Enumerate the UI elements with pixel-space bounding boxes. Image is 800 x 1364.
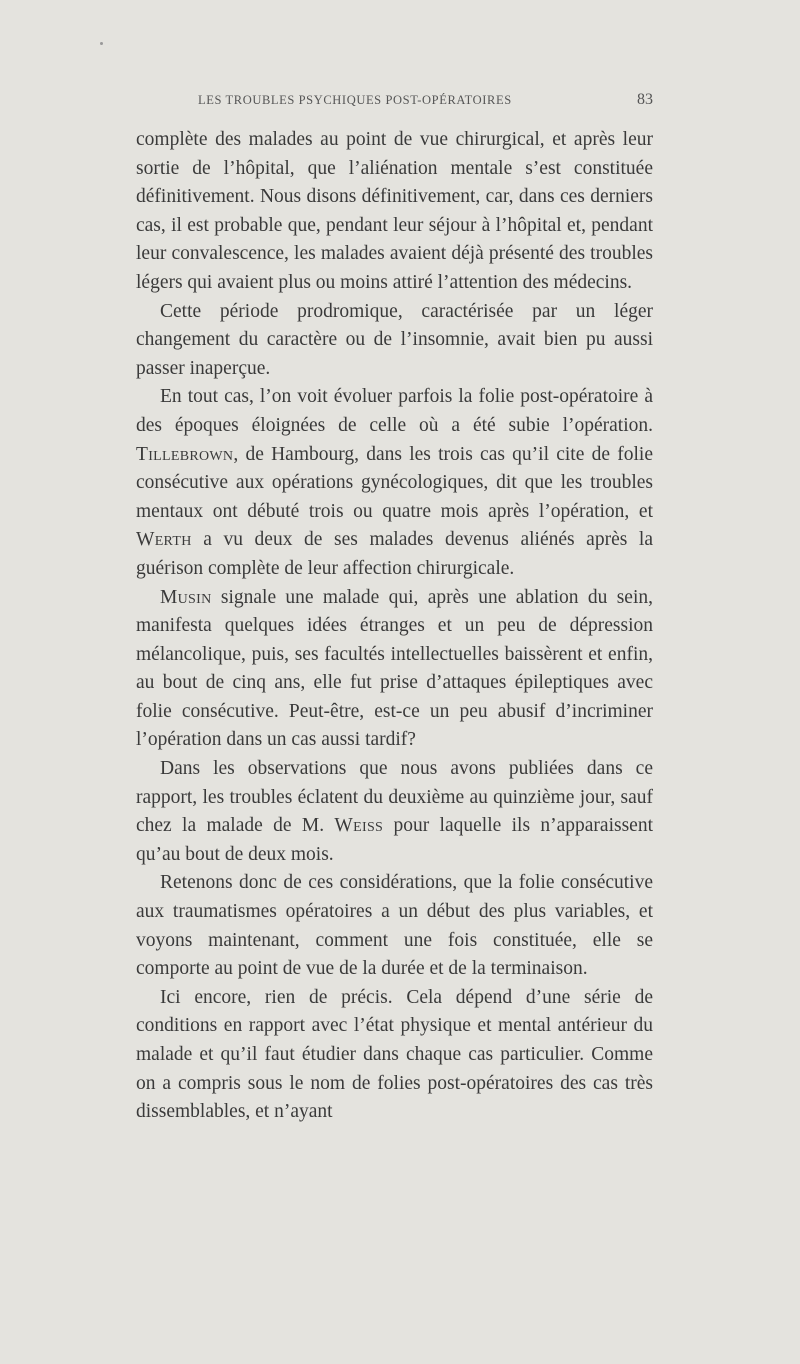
- running-head: LES TROUBLES PSYCHIQUES POST-OPÉRATOIRES: [198, 93, 512, 107]
- page-number: 83: [637, 91, 653, 108]
- author-name-musin: Musin: [160, 586, 212, 608]
- paragraph-3-text-b: , de Hambourg, dans les trois cas qu’il cite de folie consécutive aux opérations gynécologiques, dit que les troubles mentaux ont débuté trois ou quatre mois après l’opération, et: [136, 443, 653, 522]
- author-name-werth: Werth: [136, 529, 192, 551]
- body-text: [136, 126, 653, 1127]
- paragraph-5-text-b: pour laquelle ils n’apparaissent qu’au bout de deux mois.: [136, 815, 653, 865]
- author-name-weiss: Weiss: [334, 815, 384, 837]
- paragraph-4: [136, 584, 653, 756]
- paragraph-3-text-c: a vu deux de ses malades devenus aliénés après la guérison complète de leur affection chirurgicale.: [136, 529, 653, 579]
- paragraph-5: [136, 755, 653, 869]
- page-header: [198, 93, 653, 117]
- paragraph-5-text-a: Dans les observations que nous avons publiées dans ce rapport, les troubles éclatent du deuxième au quinzième jour, sauf chez la malade de M.: [136, 758, 653, 837]
- paragraph-6: Retenons donc de ces considérations, que la folie consécutive aux traumatismes opératoires a un début des plus variables, et voyons maintenant, comment une fois constituée, elle se comporte au point de vue de la durée et de la terminaison.: [136, 872, 653, 980]
- paragraph-3: [136, 383, 653, 583]
- author-name-tillebrown: Tillebrown: [136, 443, 234, 465]
- paragraph-1: complète des malades au point de vue chirurgical, et après leur sortie de l’hôpital, que l’aliénation mentale s’est constituée définitivement. Nous disons définitivement, car, dans ces derniers cas, il est probable que, pendant leur séjour à l’hôpital et, pendant leur convalescence, les malades avaient déjà présenté des troubles légers qui avaient plus ou moins attiré l’attention des médecins.: [136, 129, 653, 293]
- paragraph-3-text-a: En tout cas, l’on voit évoluer parfois la folie post-opératoire à des époques éloignées de celle où a été subie l’opération.: [136, 386, 653, 436]
- paragraph-7: Ici encore, rien de précis. Cela dépend d’une série de conditions en rapport avec l’état physique et mental antérieur du malade et qu’il faut étudier dans chaque cas particulier. Comme on a compris sous le nom de folies post-opératoires des cas très dissemblables, et n’ayant: [136, 986, 653, 1123]
- paragraph-4-text-a: signale une malade qui, après une ablation du sein, manifesta quelques idées étranges et un peu de dépression mélancolique, puis, ses facultés intellectuelles baissèrent et enfin, au bout de cinq ans, elle fut prise d’attaques épileptiques avec folie consécutive. Peut-être, est-ce un peu abusif d’incriminer l’opération dans un cas aussi tardif?: [136, 586, 653, 751]
- paper-speck: [100, 42, 103, 45]
- paragraph-2: Cette période prodromique, caractérisée par un léger changement du caractère ou de l’insomnie, avait bien pu aussi passer inaperçue.: [136, 300, 653, 379]
